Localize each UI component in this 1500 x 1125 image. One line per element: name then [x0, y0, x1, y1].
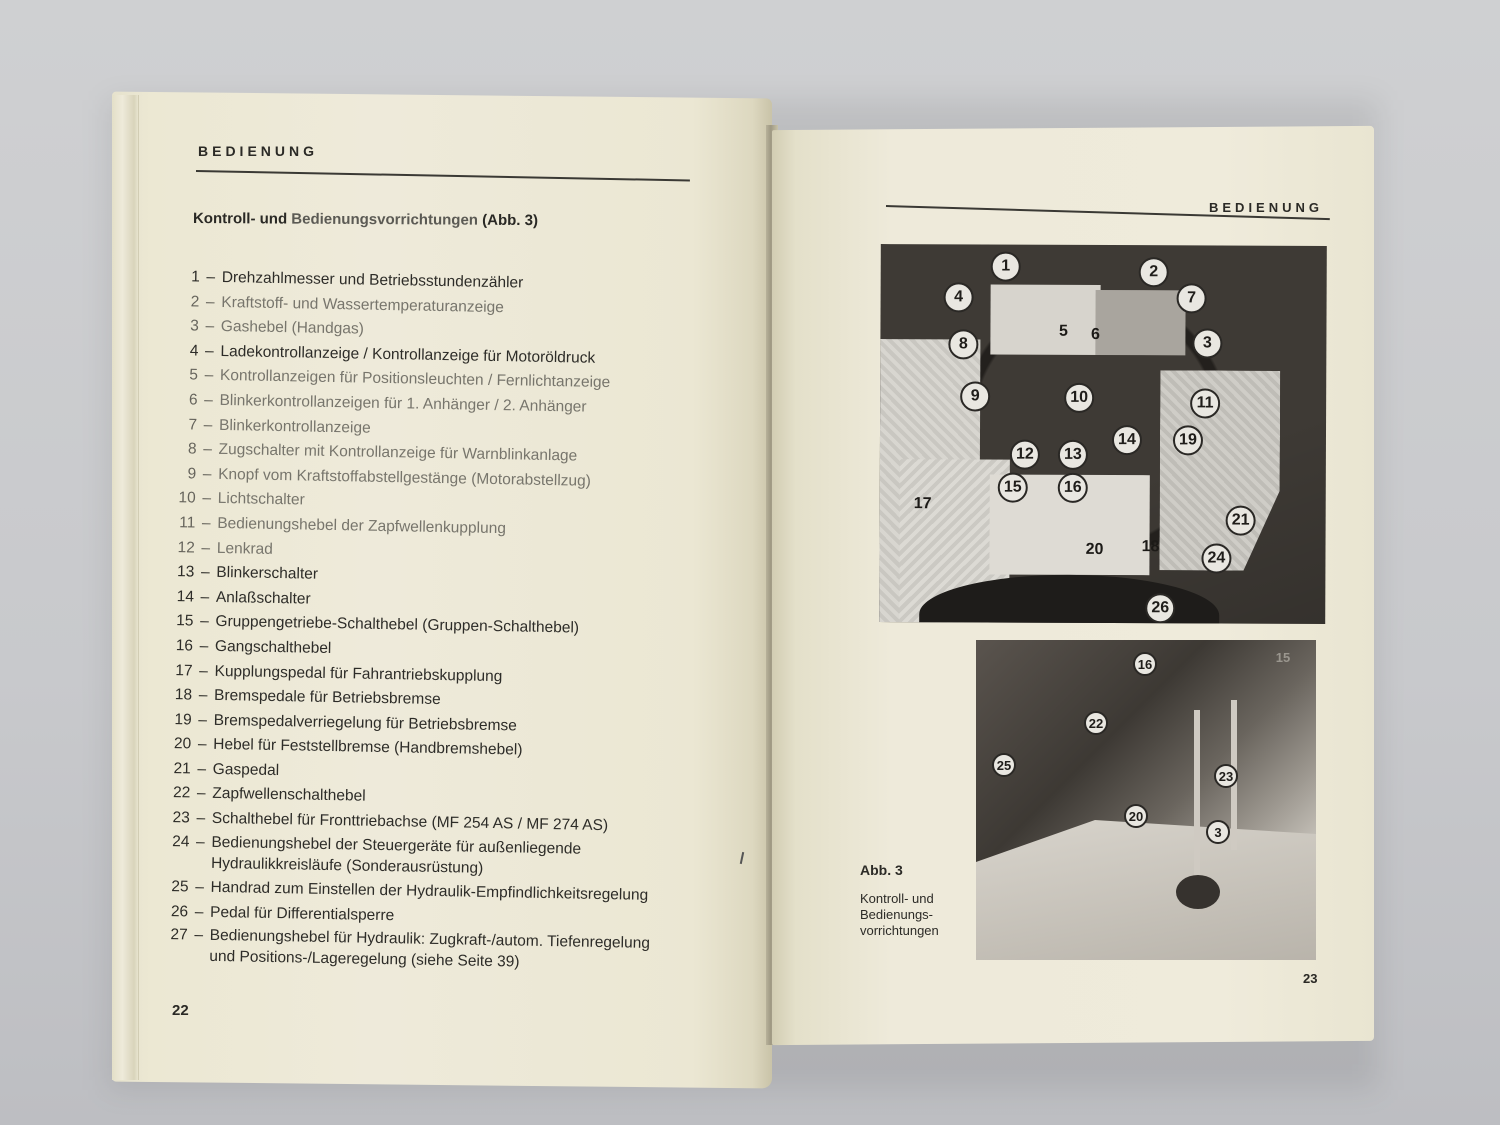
callout-16: 16 [1058, 473, 1088, 503]
control-legend-list [157, 265, 690, 979]
legend-number: 24 [172, 832, 190, 851]
legend-dash: – [204, 391, 213, 409]
callout-24: 24 [1201, 543, 1231, 573]
legend-number: 9 [187, 465, 197, 483]
callout-9: 9 [960, 381, 990, 411]
callout-6: 6 [1090, 325, 1100, 343]
legend-text: Bremspedalverriegelung für Betriebsbremse [213, 711, 518, 735]
legend-dash: – [194, 926, 204, 944]
legend-text: Gashebel (Handgas) [220, 318, 365, 338]
legend-text: Gangschalthebel [214, 637, 332, 657]
legend-text: Schalthebel für Fronttriebachse (MF 254 AS / MF 274 AS) [211, 809, 609, 835]
callout-7: 7 [1177, 283, 1207, 313]
dashboard-panel-right [1095, 290, 1185, 355]
callout-18: 18 [1141, 538, 1160, 556]
legend-text: Zugschalter mit Kontrollanzeige für Warnblinkanlage [218, 441, 578, 465]
legend-number: 21 [173, 760, 191, 778]
section-title-part-3: (Abb. 3) [482, 211, 539, 230]
lever-shaft [1194, 710, 1200, 890]
legend-text: Lenkrad [216, 539, 273, 558]
legend-text: Lichtschalter [217, 490, 305, 509]
legend-number: 22 [172, 784, 191, 802]
legend-number: 8 [187, 440, 197, 458]
legend-dash: – [205, 293, 215, 311]
section-title-part-1: Kontroll- und [192, 210, 288, 228]
legend-number: 18 [174, 686, 193, 704]
legend-text: Blinkerschalter [216, 564, 319, 583]
legend-number: 10 [178, 489, 196, 507]
legend-text: Kraftstoff- und Wassertemperaturanzeige [221, 293, 505, 316]
callout-1: 1 [991, 252, 1021, 282]
right-page-number: 23 [1303, 971, 1318, 986]
callout-8: 8 [948, 329, 978, 359]
legend-text: Drehzahlmesser und Betriebsstundenzähler [221, 268, 524, 292]
left-running-head: BEDIENUNG [198, 143, 319, 159]
legend-text: Bedienungshebel der Zapfwellenkupplung [217, 514, 507, 538]
figure-top-photo [879, 244, 1327, 624]
legend-dash: – [196, 809, 206, 827]
legend-dash: – [201, 514, 211, 532]
callout-2: 2 [1139, 257, 1169, 287]
legend-number: 14 [176, 587, 195, 606]
legend-dash: – [200, 563, 210, 581]
callout-23: 23 [1214, 764, 1238, 788]
figure-bottom-photo [976, 640, 1316, 960]
legend-number: 6 [188, 391, 198, 409]
legend-number: 2 [190, 292, 200, 311]
right-running-head: BEDIENUNG [1209, 200, 1324, 215]
legend-dash: – [204, 367, 214, 385]
legend-number: 11 [179, 514, 196, 532]
legend-number: 1 [191, 268, 200, 286]
callout-19: 19 [1173, 425, 1203, 455]
callout-5: 5 [1058, 322, 1068, 340]
lever-boot [1176, 875, 1220, 909]
legend-dash: – [195, 878, 205, 896]
legend-text: Bremspedale für Betriebsbremse [213, 686, 441, 709]
legend-number: 7 [188, 415, 198, 434]
legend-text: Bedienungshebel der Steuergeräte für außenliegende Hydraulikkreisläufe (Sonderausrüstung) [210, 833, 582, 877]
callout-16: 16 [1133, 652, 1157, 676]
callout-15: 15 [1275, 649, 1291, 665]
legend-text: Gaspedal [212, 760, 280, 779]
legend-number: 3 [190, 317, 200, 335]
legend-dash: – [203, 440, 213, 458]
legend-number: 19 [174, 710, 192, 729]
legend-dash: – [202, 465, 212, 483]
legend-text: Bedienungshebel für Hydraulik: Zugkraft-/autom. Tiefenregelung und Positions-/Lageregelung (siehe Seite 39) [209, 927, 651, 971]
legend-text: Gruppengetriebe-Schalthebel (Gruppen-Schalthebel) [215, 613, 580, 637]
legend-dash: – [195, 833, 205, 851]
floor-bench [976, 820, 1316, 960]
section-title [193, 210, 538, 229]
legend-dash: – [203, 416, 213, 434]
legend-number: 15 [176, 612, 194, 630]
callout-22: 22 [1084, 711, 1108, 735]
legend-dash: – [205, 317, 215, 336]
callout-10: 10 [1064, 383, 1094, 413]
callout-20: 20 [1124, 804, 1148, 828]
legend-text: Pedal für Differentialsperre [209, 903, 395, 924]
callout-17: 17 [913, 495, 932, 513]
legend-number: 17 [175, 661, 193, 679]
callout-3: 3 [1192, 328, 1222, 358]
legend-text: Knopf vom Kraftstoffabstellgestänge (Motorabstellzug) [218, 465, 592, 490]
legend-dash: – [197, 760, 207, 778]
legend-number: 25 [171, 877, 189, 896]
callout-20: 20 [1085, 540, 1104, 559]
legend-dash: – [199, 637, 209, 655]
callout-13: 13 [1058, 440, 1088, 470]
legend-text: Hebel für Feststellbremse (Handbremshebel) [213, 736, 523, 759]
legend-dash: – [200, 612, 209, 631]
legend-text: Blinkerkontrollanzeigen für 1. Anhänger / 2. Anhänger [219, 391, 587, 416]
legend-dash: – [197, 735, 207, 754]
legend-dash: – [198, 711, 208, 729]
legend-dash: – [201, 539, 211, 557]
legend-text: Zapfwellenschalthebel [212, 785, 366, 806]
legend-text: Handrad zum Einstellen der Hydraulik-Empfindlichkeitsregelung [210, 878, 649, 904]
legend-item [159, 831, 680, 883]
legend-dash: – [204, 342, 214, 360]
legend-dash: – [199, 662, 209, 680]
legend-number: 26 [170, 902, 189, 921]
left-page-number: 22 [172, 1002, 189, 1019]
legend-text: Blinkerkontrollanzeige [218, 416, 371, 437]
figure-caption [860, 862, 960, 939]
figure-label: Abb. 3 [860, 862, 903, 878]
legend-number: 4 [189, 342, 199, 360]
callout-15: 15 [998, 473, 1028, 503]
legend-text: Kupplungspedal für Fahrantriebskupplung [214, 662, 503, 685]
figure-description: Kontroll- und Bedienungs-vorrichtungen [860, 891, 939, 938]
callout-14: 14 [1112, 425, 1142, 455]
callout-21: 21 [1226, 506, 1256, 536]
legend-dash: – [194, 903, 204, 921]
legend-text: Anlaßschalter [215, 588, 311, 608]
callout-4: 4 [944, 282, 974, 312]
legend-number: 27 [170, 926, 188, 944]
legend-text: Kontrollanzeigen für Positionsleuchten / Fernlichtanzeige [219, 367, 611, 392]
legend-dash: – [200, 588, 210, 606]
callout-3: 3 [1206, 820, 1230, 844]
legend-dash: – [196, 785, 206, 803]
legend-dash: – [206, 268, 216, 286]
legend-number: 5 [189, 366, 199, 384]
legend-number: 20 [173, 735, 192, 753]
legend-text: Ladekontrollanzeige / Kontrollanzeige für Motoröldruck [220, 342, 596, 367]
callout-11: 11 [1190, 388, 1220, 418]
callout-12: 12 [1010, 440, 1040, 470]
legend-number: 23 [172, 809, 191, 827]
callout-26: 26 [1145, 593, 1175, 623]
legend-dash: – [198, 686, 208, 704]
section-title-part-2: Bedienungsvorrichtungen [291, 210, 479, 229]
legend-number: 13 [176, 563, 195, 581]
legend-item [157, 924, 678, 976]
legend-number: 16 [175, 637, 194, 655]
left-page-edge [112, 95, 139, 1080]
legend-dash: – [202, 489, 212, 508]
callout-25: 25 [992, 753, 1016, 777]
legend-number: 12 [177, 538, 195, 557]
